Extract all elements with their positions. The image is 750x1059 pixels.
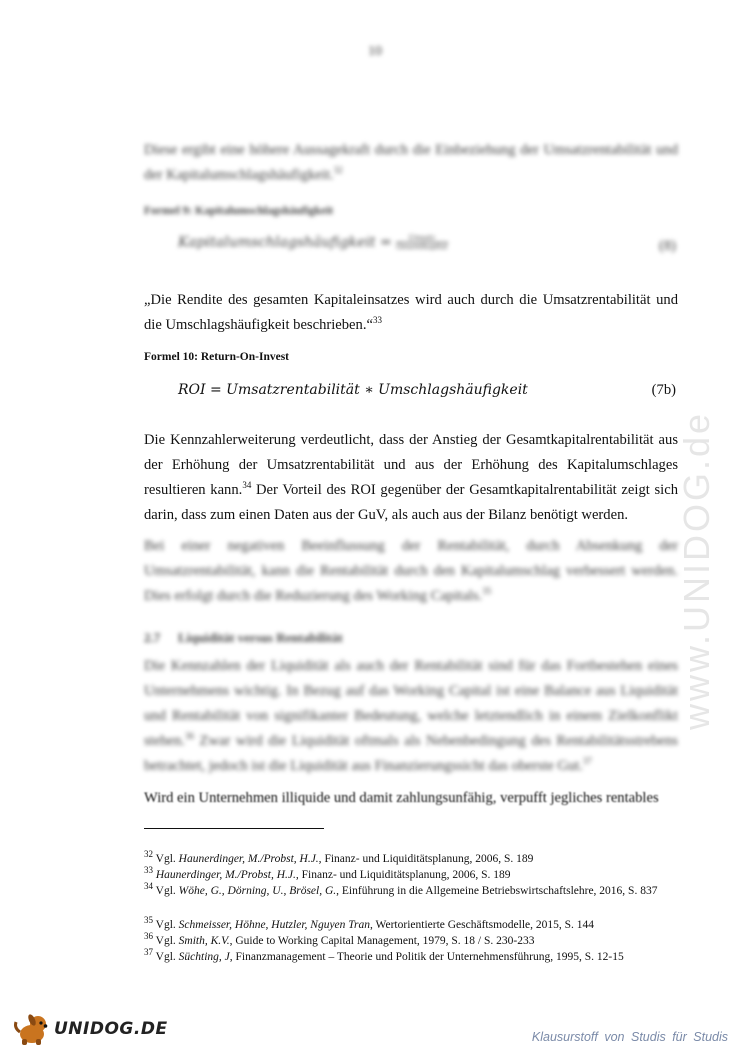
footnote-ref: 35: [482, 586, 492, 597]
logo-text: UNIDOG.DE: [54, 1019, 168, 1039]
footnote-authors: Schmeisser, Höhne, Hutzler, Nguyen Tran: [178, 919, 371, 931]
main-paragraph: [144, 428, 678, 528]
section-last-line: Wird ein Unternehmen illiquide und damit zahlungsunfähig, verpufft jegliches rentables: [144, 790, 659, 806]
footnote-authors: Haunerdinger, M./Probst, H.J.,: [155, 869, 299, 881]
dog-mascot-icon: [12, 1012, 52, 1046]
footnote-authors: Smith, K.V.: [178, 935, 230, 947]
footnote-ref: 33: [372, 315, 382, 326]
footnote-prefix: Vgl.: [155, 885, 179, 897]
footnote: [144, 867, 684, 884]
footnote-text: Finanz- und Liquiditätsplanung, 2006, S. 189: [298, 869, 511, 881]
footnote: [144, 883, 684, 900]
footnote-number: 32: [144, 849, 153, 860]
footnote-number: 37: [144, 947, 153, 958]
tagline: Klausurstoff von Studis für Studis: [531, 1030, 728, 1044]
footnote-text: , Einführung in die Allgemeine Betriebswirtschaftslehre, 2016, S. 837: [336, 885, 658, 897]
blurred-intro-line1: Diese ergibt eine höhere Aussagekraft durch die Einbeziehung der Umsatzrentabilität: [144, 142, 652, 158]
section-body-text: Die Kennzahlen der Liquidität als auch der Rentabilität sind für das Fortbestehen eines Unternehmens wichtig. In Bezug auf das Working Capital ist eine Balance aus Liquidität und Rentabilität von signifikanter Bedeutung, welche letztendlich in einem Zielkonflikt stehen.: [144, 658, 678, 749]
blurred-intro-paragraph: [144, 138, 678, 188]
formula9-numerator: Umsatz: [396, 234, 447, 243]
footnote-number: 34: [144, 881, 153, 892]
formula9-caption: Formel 9: Kapitalumschlagshäufigkeit: [144, 205, 334, 217]
watermark: www.UNIDOG.de: [676, 410, 717, 730]
footnote-authors: Wöhe, G., Dörning, U., Brösel, G.: [178, 885, 337, 897]
footnote-ref: 34: [242, 480, 252, 491]
footnote-divider: [144, 828, 324, 829]
footnote-number: 33: [144, 865, 153, 876]
section-title: Liquidität versus Rentabilität: [178, 630, 343, 645]
footnote-text: , Wertorientierte Geschäftsmodelle, 2015, S. 144: [370, 919, 595, 931]
formula10-number: (7b): [651, 382, 676, 398]
main-paragraph-part2: Der Vorteil des ROI gegenüber der Gesamtkapitalrentabilität zeigt sich darin, dass zum einen Daten aus der GuV, als auch aus der Bilanz benötigt werden.: [144, 482, 678, 523]
section-number: 2.7: [144, 630, 161, 645]
formula9-denominator: Gesamtkapital: [396, 243, 448, 251]
quote-paragraph: [144, 288, 678, 338]
footnote: [144, 851, 684, 868]
quote-text: „Die Rendite des gesamten Kapitaleinsatzes wird auch durch die Umsatzrentabilität und die Umschlagshäufigkeit beschrieben.“: [144, 292, 678, 333]
footnote: [144, 949, 684, 966]
footnote-text: , Finanzmanagement – Theorie und Politik der Unternehmensführung, 1995, S. 12-15: [229, 951, 624, 963]
footnote-ref: 37: [582, 756, 592, 767]
section-blurred-body: [144, 654, 678, 779]
section-heading: [144, 630, 343, 646]
footnote-ref: 32: [333, 165, 343, 176]
footnote-authors: Süchting, J: [178, 951, 230, 963]
footnote-text: , Guide to Working Capital Management, 1979, S. 18 / S. 230-233: [229, 935, 535, 947]
footnote-prefix: Vgl.: [155, 919, 179, 931]
blurred-paragraph: [144, 534, 678, 609]
section-body-text2: Zwar wird die Liquidität oftmals als Nebenbedingung des Rentabilitätsstrebens betrachtet, jedoch ist die Liquidität aus Finanzierungssicht das oberste Gut.: [144, 733, 678, 774]
formula9-expression: [178, 234, 448, 251]
footnote-number: 35: [144, 915, 153, 926]
page-number: 10: [368, 44, 382, 59]
footnote-prefix: Vgl.: [155, 935, 179, 947]
footnote-ref: 36: [184, 731, 194, 742]
footnote-text: Finanz- und Liquiditätsplanung, 2006, S. 189: [321, 853, 534, 865]
formula10-expression: ROI = Umsatzrentabilität ∗ Umschlagshäufigkeit: [178, 382, 528, 398]
footnote-authors: Haunerdinger, M./Probst, H.J.,: [178, 853, 322, 865]
blurred-intro-line2: und der Kapitalumschlagshäufigkeit.: [144, 142, 678, 183]
footnote: [144, 917, 684, 934]
formula10-caption: Formel 10: Return-On-Invest: [144, 351, 290, 363]
formula9-fraction: [396, 234, 447, 251]
main-paragraph-part1: Die Kennzahlerweiterung verdeutlicht, dass der Anstieg der Gesamtkapitalrentabilität aus der Erhöhung der Umsatzrentabilität und aus der Erhöhung des Kapitalumschlages resultieren kann.: [144, 432, 678, 498]
blurred-paragraph-text: Bei einer negativen Beeinflussung der Rentabilität, durch Absenkung der Umsatzrentabilität, kann die Rentabilität durch den Kapitalumschlag verbessert werden. Dies erfolgt durch die Reduzierung des Working Capitals.: [144, 538, 678, 604]
footnote-prefix: Vgl.: [155, 951, 179, 963]
unidog-logo: [12, 1012, 168, 1046]
formula9-number: (8): [658, 238, 676, 254]
footnote-prefix: Vgl.: [155, 853, 179, 865]
footnote-number: 36: [144, 931, 153, 942]
formula9-lhs: Kapitalumschlagshäufigkeit =: [178, 234, 392, 251]
footnote: [144, 933, 684, 950]
